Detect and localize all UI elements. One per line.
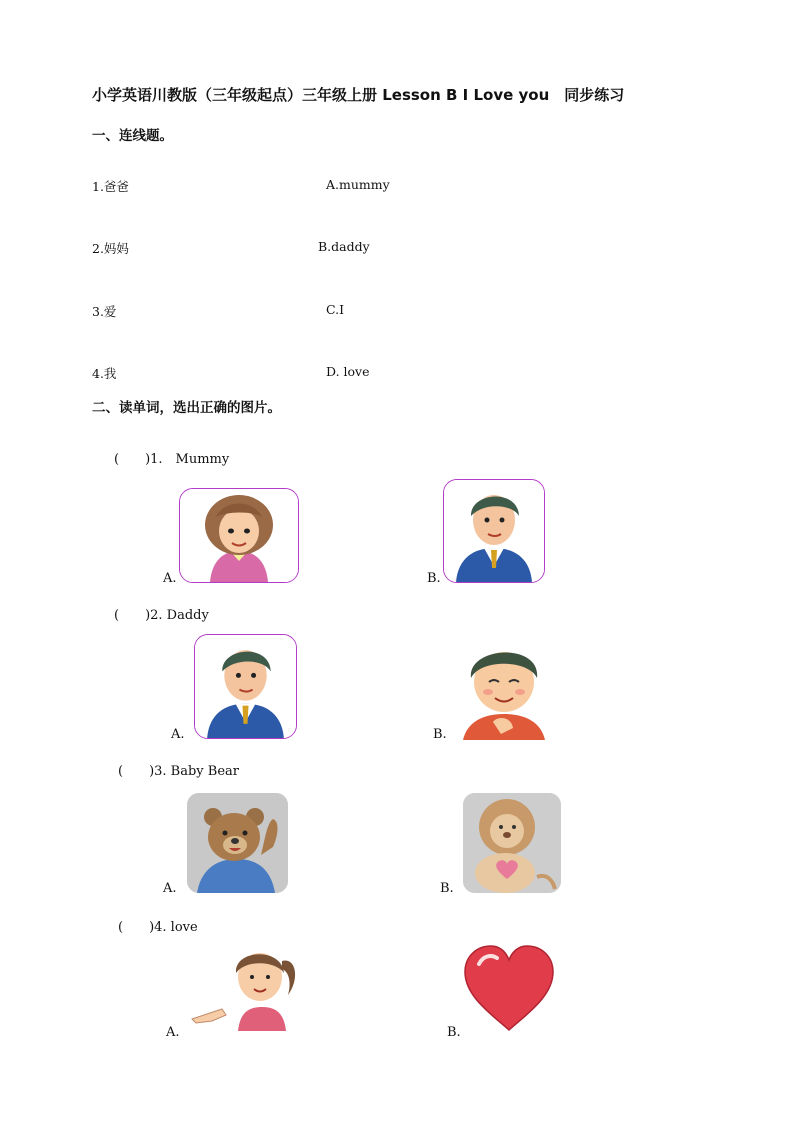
question-1-option-b-label: B. bbox=[427, 571, 441, 586]
question-2-option-a-label: A. bbox=[171, 727, 185, 742]
waving-bear-icon bbox=[187, 793, 288, 893]
question-1-image-b[interactable] bbox=[443, 479, 545, 583]
question-1-prompt: ( )1. Mummy bbox=[114, 452, 230, 467]
question-4-image-b[interactable] bbox=[463, 944, 555, 1034]
question-3-prompt: ( )3. Baby Bear bbox=[118, 764, 239, 779]
question-1-image-a[interactable] bbox=[179, 488, 299, 583]
lion-holding-heart-icon bbox=[463, 793, 561, 893]
match-right-2: B.daddy bbox=[318, 239, 370, 254]
question-4-prompt: ( )4. love bbox=[118, 920, 198, 935]
question-4-option-a-label: A. bbox=[166, 1025, 180, 1040]
question-3-image-a[interactable] bbox=[187, 793, 288, 893]
section-2-heading: 二、读单词，选出正确的图片。 bbox=[92, 400, 281, 416]
question-3-image-b[interactable] bbox=[463, 793, 561, 893]
man-in-suit-icon bbox=[195, 635, 296, 738]
smiling-boy-icon bbox=[455, 638, 553, 740]
red-heart-icon bbox=[463, 944, 555, 1034]
question-4-option-b-label: B. bbox=[447, 1025, 461, 1040]
question-1-option-a-label: A. bbox=[163, 571, 177, 586]
question-2-image-b[interactable] bbox=[455, 638, 553, 740]
match-left-2: 2.妈妈 bbox=[92, 241, 129, 256]
question-3-option-b-label: B. bbox=[440, 881, 454, 896]
match-right-3: C.I bbox=[326, 302, 345, 317]
match-left-1: 1.爸爸 bbox=[92, 179, 129, 194]
match-right-1: A.mummy bbox=[326, 177, 390, 192]
question-2-image-a[interactable] bbox=[194, 634, 297, 739]
man-in-suit-icon bbox=[444, 480, 544, 582]
girl-with-curly-hair-icon bbox=[180, 489, 298, 582]
question-2-prompt: ( )2. Daddy bbox=[114, 608, 209, 623]
match-left-3: 3.爱 bbox=[92, 304, 117, 319]
question-3-option-a-label: A. bbox=[163, 881, 177, 896]
girl-pointing-icon bbox=[188, 943, 302, 1031]
match-left-4: 4.我 bbox=[92, 366, 117, 381]
section-1-heading: 一、连线题。 bbox=[92, 128, 173, 144]
question-2-option-b-label: B. bbox=[433, 727, 447, 742]
match-right-4: D. love bbox=[326, 364, 370, 379]
question-4-image-a[interactable] bbox=[188, 943, 302, 1031]
page-title: 小学英语川教版（三年级起点）三年级上册 Lesson B I Love you 同步练习 bbox=[92, 86, 625, 104]
